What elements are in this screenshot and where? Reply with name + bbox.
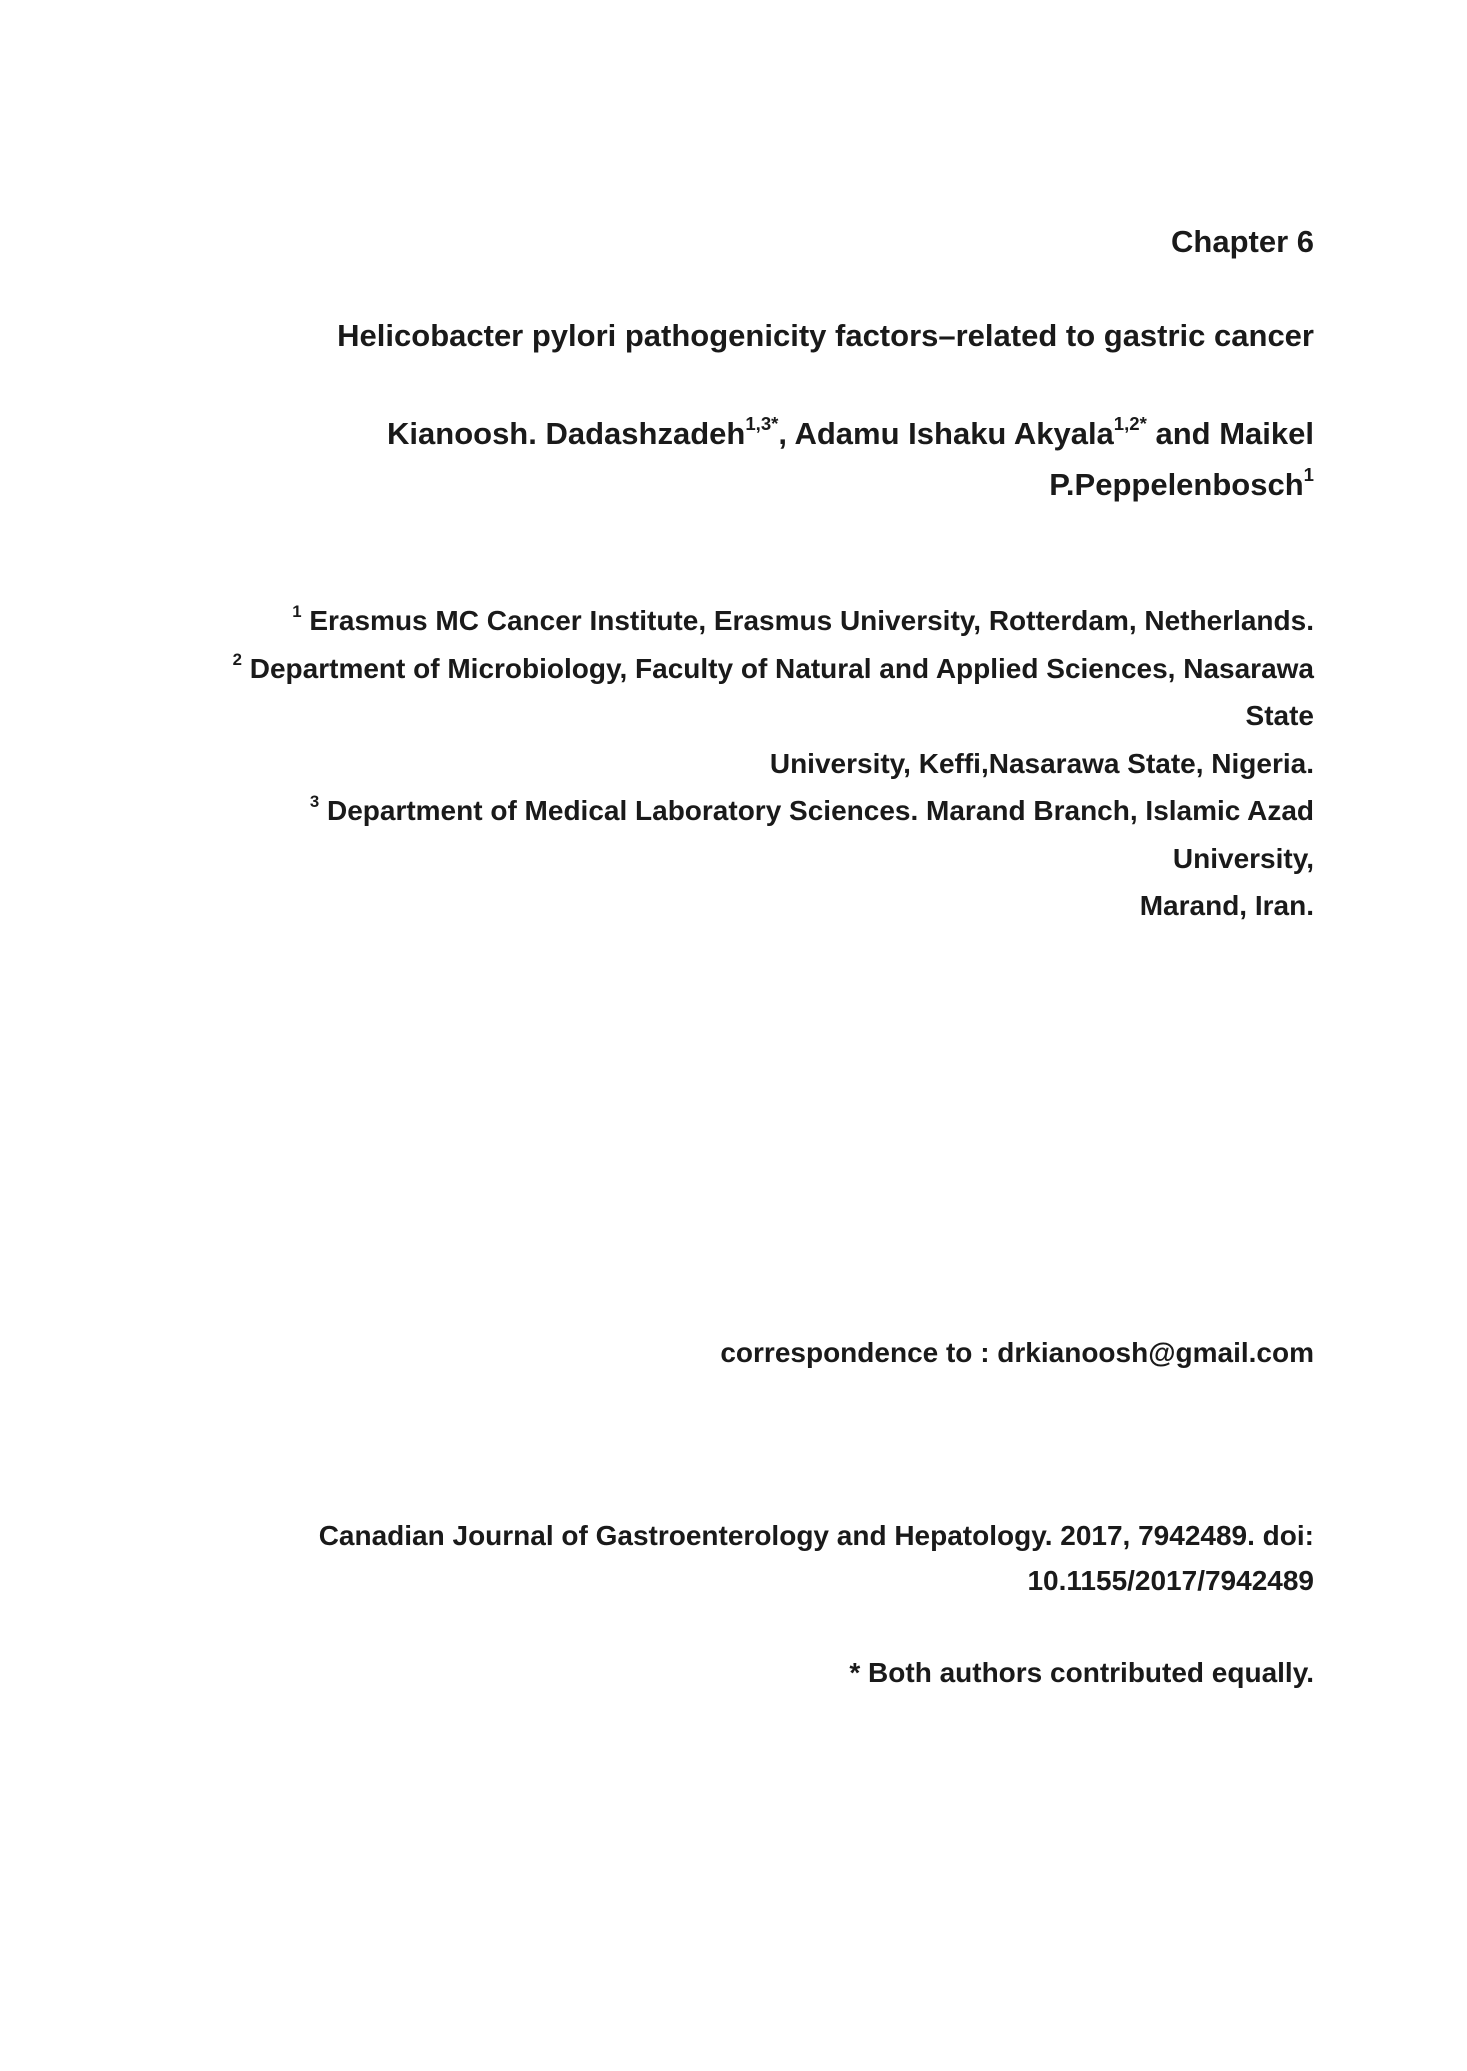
author-affiliation-marker: 1,2*: [1113, 413, 1147, 435]
author-name: Adamu Ishaku Akyala: [794, 416, 1114, 451]
affiliation-2-line-3: University, Keffi,Nasarawa State, Nigeria.: [769, 747, 1314, 779]
equal-contribution-note: * Both authors contributed equally.: [849, 1657, 1314, 1688]
citation-line-1: Canadian Journal of Gastroenterology and Hepatology. 2017, 7942489. doi:: [318, 1520, 1314, 1551]
author-affiliation-marker: 1: [1303, 464, 1314, 486]
affiliation-text: Erasmus MC Cancer Institute, Erasmus University, Rotterdam, Netherlands.: [309, 605, 1314, 636]
author-line-1: [387, 408, 1314, 459]
affiliation-1-line-1: [233, 597, 1314, 645]
citation-doi: 10.1155/2017/7942489: [1027, 1565, 1314, 1596]
author-name: Kianoosh. Dadashzadeh: [387, 416, 746, 451]
correspondence-line: correspondence to : drkianoosh@gmail.com: [720, 1337, 1314, 1368]
affiliation-number: 2: [232, 649, 242, 669]
author-name: P.Peppelenbosch: [1049, 467, 1304, 502]
author-separator: ,: [778, 416, 795, 451]
author-line-2: [387, 459, 1314, 510]
affiliation-list: [233, 597, 1314, 930]
chapter-heading: Chapter 6: [1171, 224, 1314, 259]
affiliation-3-line-3: Marand, Iran.: [1139, 890, 1314, 921]
affiliation-number: 3: [309, 792, 320, 812]
affiliation-3-line-1: [233, 787, 1314, 835]
affiliation-3-line-2: University,: [1172, 842, 1314, 874]
author-affiliation-marker: 1,3*: [745, 413, 779, 435]
chapter-title: Helicobacter pylori pathogenicity factors–related to gastric cancer: [337, 318, 1314, 353]
citation: [319, 1513, 1314, 1603]
affiliation-text: Department of Medical Laboratory Sciences. Marand Branch, Islamic Azad: [326, 795, 1314, 826]
affiliation-2-line-1: [233, 645, 1314, 693]
author-list: [387, 408, 1314, 510]
author-separator: and Maikel: [1146, 416, 1314, 451]
affiliation-text: Department of Microbiology, Faculty of Natural and Applied Sciences, Nasarawa: [249, 652, 1314, 684]
affiliation-number: 1: [292, 602, 302, 622]
affiliation-2-line-2: State: [1245, 700, 1314, 731]
